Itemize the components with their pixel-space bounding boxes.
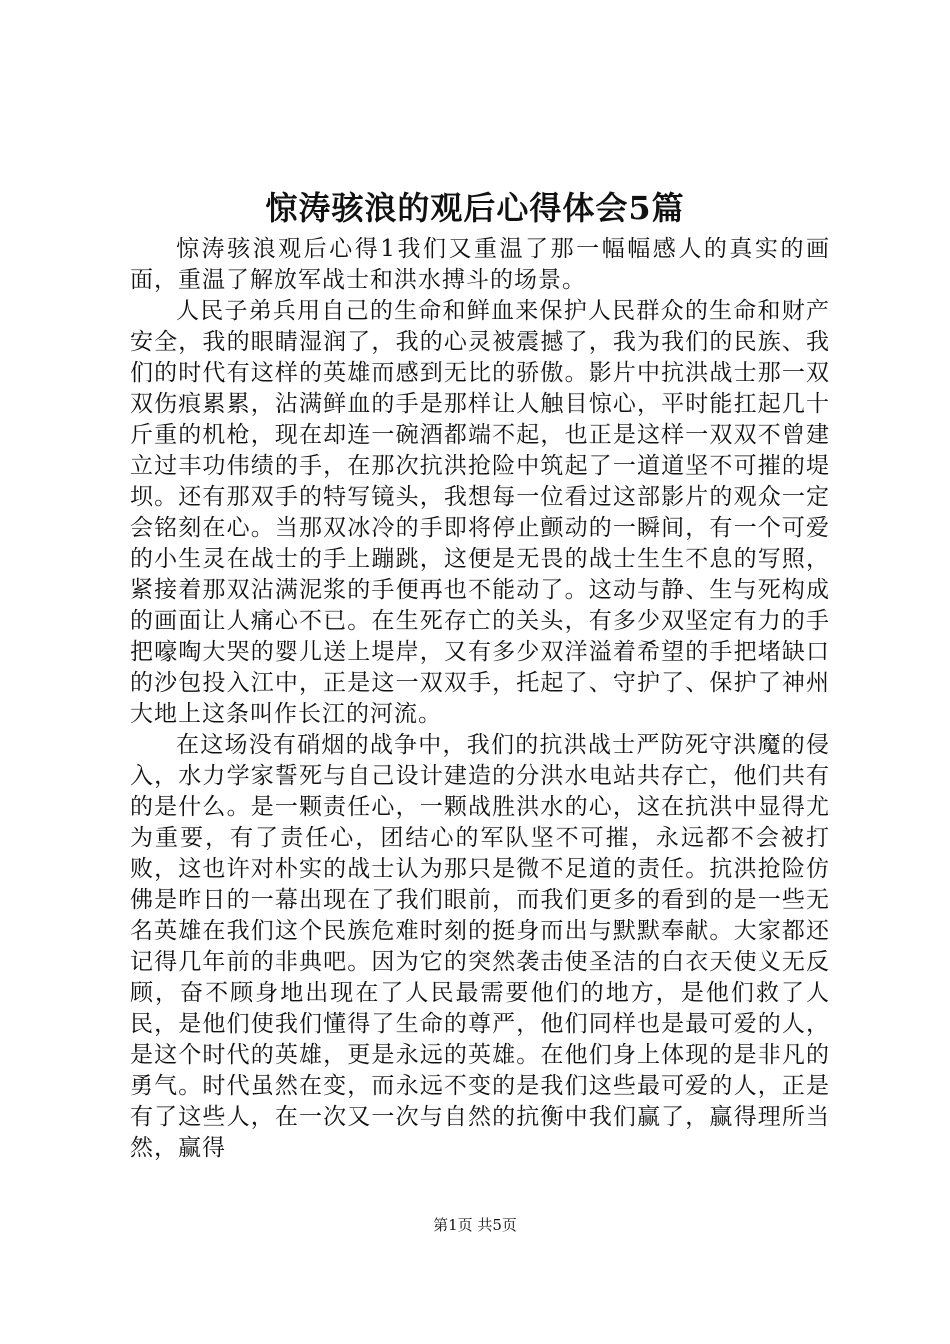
paragraph: 惊涛骇浪观后心得1我们又重温了那一幅幅感人的真实的画面，重温了解放军战士和洪水搏斗的场景。 (130, 236, 830, 293)
paragraph: 在这场没有硝烟的战争中，我们的抗洪战士严防死守洪魔的侵入，水力学家誓死与自己设计建造的分洪水电站共存亡，他们共有的是什么。是一颗责任心，一颗战胜洪水的心，这在抗洪中显得尤为重要，有了责任心，团结心的军队坚不可摧，永远都不会被打败，这也许对朴实的战士认为那只是微不足道的责任。抗洪抢险仿佛是昨日的一幕出现在了我们眼前，而我们更多的看到的是一些无名英雄在我们这个民族危难时刻的挺身而出与默默奉献。大家都还记得几年前的非典吧。因为它的突然袭击使圣洁的白衣天使义无反顾，奋不顾身地出现在了人民最需要他们的地方，是他们救了人民，是他们使我们懂得了生命的尊严，他们同样也是最可爱的人，是这个时代的英雄，更是永远的英雄。在他们身上体现的是非凡的勇气。时代虽然在变，而永远不变的是我们这些最可爱的人，正是有了这些人，在一次又一次与自然的抗衡中我们赢了，赢得理所当然，赢得 (130, 732, 830, 1161)
document-title: 惊涛骇浪的观后心得体会5篇 (265, 189, 685, 227)
document-body (130, 234, 830, 1164)
paragraph: 人民子弟兵用自己的生命和鲜血来保护人民群众的生命和财产安全，我的眼睛湿润了，我的心灵被震撼了，我为我们的民族、我们的时代有这样的英雄而感到无比的骄傲。影片中抗洪战士那一双双伤痕累累，沾满鲜血的手是那样让人触目惊心，平时能扛起几十斤重的机枪，现在却连一碗酒都端不起，也正是这样一双双不曾建立过丰功伟绩的手，在那次抗洪抢险中筑起了一道道坚不可摧的堤坝。还有那双手的特写镜头，我想每一位看过这部影片的观众一定会铭刻在心。当那双冰冷的手即将停止颤动的一瞬间，有一个可爱的小生灵在战士的手上蹦跳，这便是无畏的战士生生不息的写照，紧接着那双沾满泥浆的手便再也不能动了。这动与静、生与死构成的画面让人痛心不已。在生死存亡的关头，有多少双坚定有力的手把嚎啕大哭的婴儿送上堤岸，又有多少双洋溢着希望的手把堵缺口的沙包投入江中，正是这一双双手，托起了、守护了、保护了神州大地上这条叫作长江的河流。 (130, 298, 830, 727)
page-number-footer: 第1页 共5页 (433, 1216, 517, 1234)
